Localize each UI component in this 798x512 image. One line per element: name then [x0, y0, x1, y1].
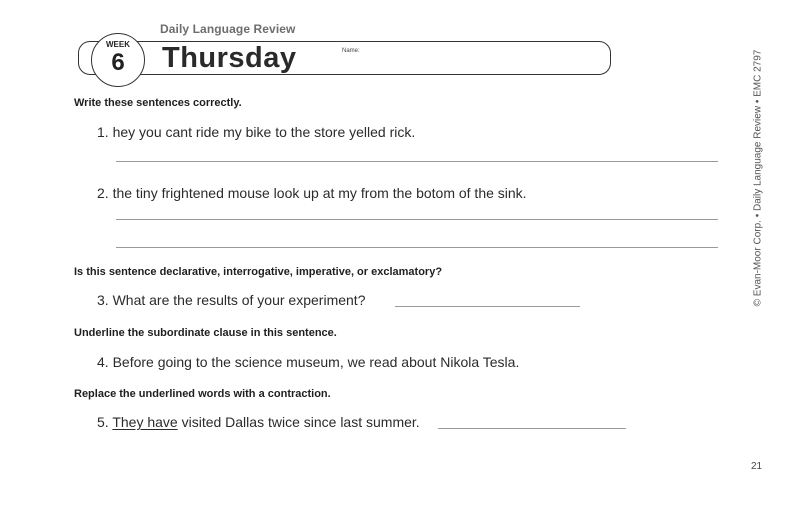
question-text: visited Dallas twice since last summer.	[177, 414, 420, 430]
question-number: 4.	[97, 354, 109, 370]
name-label: Name:	[342, 48, 360, 54]
series-title: Daily Language Review	[160, 22, 296, 36]
question-number: 2.	[97, 185, 109, 201]
instruction-4: Replace the underlined words with a contraction.	[74, 388, 331, 400]
question-3	[97, 292, 365, 308]
answer-line[interactable]	[438, 428, 626, 429]
question-4	[97, 354, 519, 370]
question-text: Before going to the science museum, we read about Nikola Tesla.	[112, 354, 520, 370]
question-2	[97, 185, 527, 201]
instruction-2: Is this sentence declarative, interrogative, imperative, or exclamatory?	[74, 266, 443, 278]
instruction-1: Write these sentences correctly.	[74, 97, 242, 109]
question-5	[97, 414, 420, 430]
day-title: Thursday	[162, 42, 297, 74]
answer-line[interactable]	[116, 161, 718, 162]
instruction-3: Underline the subordinate clause in this sentence.	[74, 327, 337, 339]
title-banner	[78, 41, 611, 75]
question-number: 1.	[97, 124, 109, 140]
answer-line[interactable]	[116, 219, 718, 220]
question-number: 3.	[97, 292, 109, 308]
question-1	[97, 124, 415, 140]
week-badge	[91, 33, 145, 87]
question-text: What are the results of your experiment?	[112, 292, 366, 308]
week-number: 6	[111, 49, 125, 76]
question-text: the tiny frightened mouse look up at my from the botom of the sink.	[112, 185, 527, 201]
week-label: WEEK	[106, 40, 130, 49]
page-number: 21	[751, 461, 763, 472]
copyright-text: © Evan-Moor Corp. • Daily Language Review • EMC 2797	[752, 49, 764, 307]
question-number: 5.	[97, 414, 109, 430]
underlined-words: They have	[112, 414, 178, 430]
answer-line[interactable]	[395, 306, 580, 307]
question-text: hey you cant ride my bike to the store yelled rick.	[112, 124, 416, 140]
answer-line[interactable]	[116, 247, 718, 248]
